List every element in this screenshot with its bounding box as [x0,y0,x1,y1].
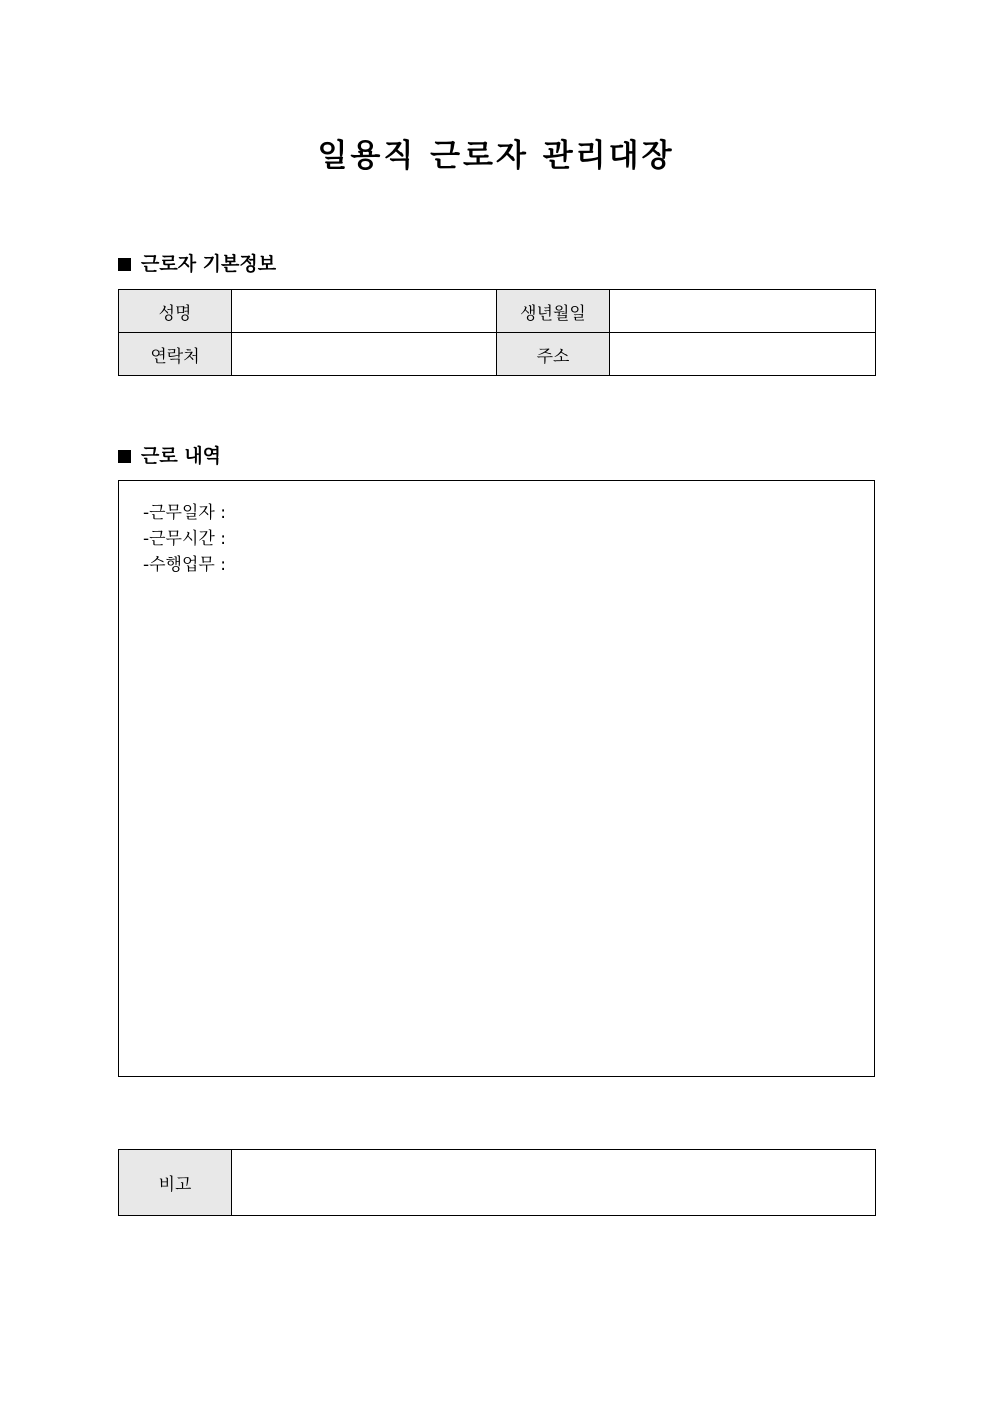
section-heading-basic-info [118,251,276,277]
work-history-box[interactable] [118,480,875,1077]
table-row [119,333,876,376]
section-heading-label: 근로자 기본정보 [141,253,277,275]
address-field[interactable] [610,333,876,376]
name-field[interactable] [232,290,497,333]
remarks-label: 비고 [119,1150,232,1216]
work-task-line: -수행업무 : [143,555,226,575]
black-square-bullet-icon [118,258,131,271]
table-row [119,1150,876,1216]
basic-info-table [118,289,876,376]
remarks-field[interactable] [232,1150,876,1216]
address-label: 주소 [497,333,610,376]
work-time-line: -근무시간 : [143,529,226,549]
section-heading-label: 근로 내역 [141,445,222,467]
work-history-lines [143,500,226,578]
contact-label: 연락처 [119,333,232,376]
document-title: 일용직 근로자 관리대장 [317,138,675,174]
contact-field[interactable] [232,333,497,376]
birth-date-label: 생년월일 [497,290,610,333]
work-date-line: -근무일자 : [143,503,226,523]
remarks-table [118,1149,876,1216]
black-square-bullet-icon [118,450,131,463]
name-label: 성명 [119,290,232,333]
section-heading-work-history [118,443,221,469]
table-row [119,290,876,333]
birth-date-field[interactable] [610,290,876,333]
